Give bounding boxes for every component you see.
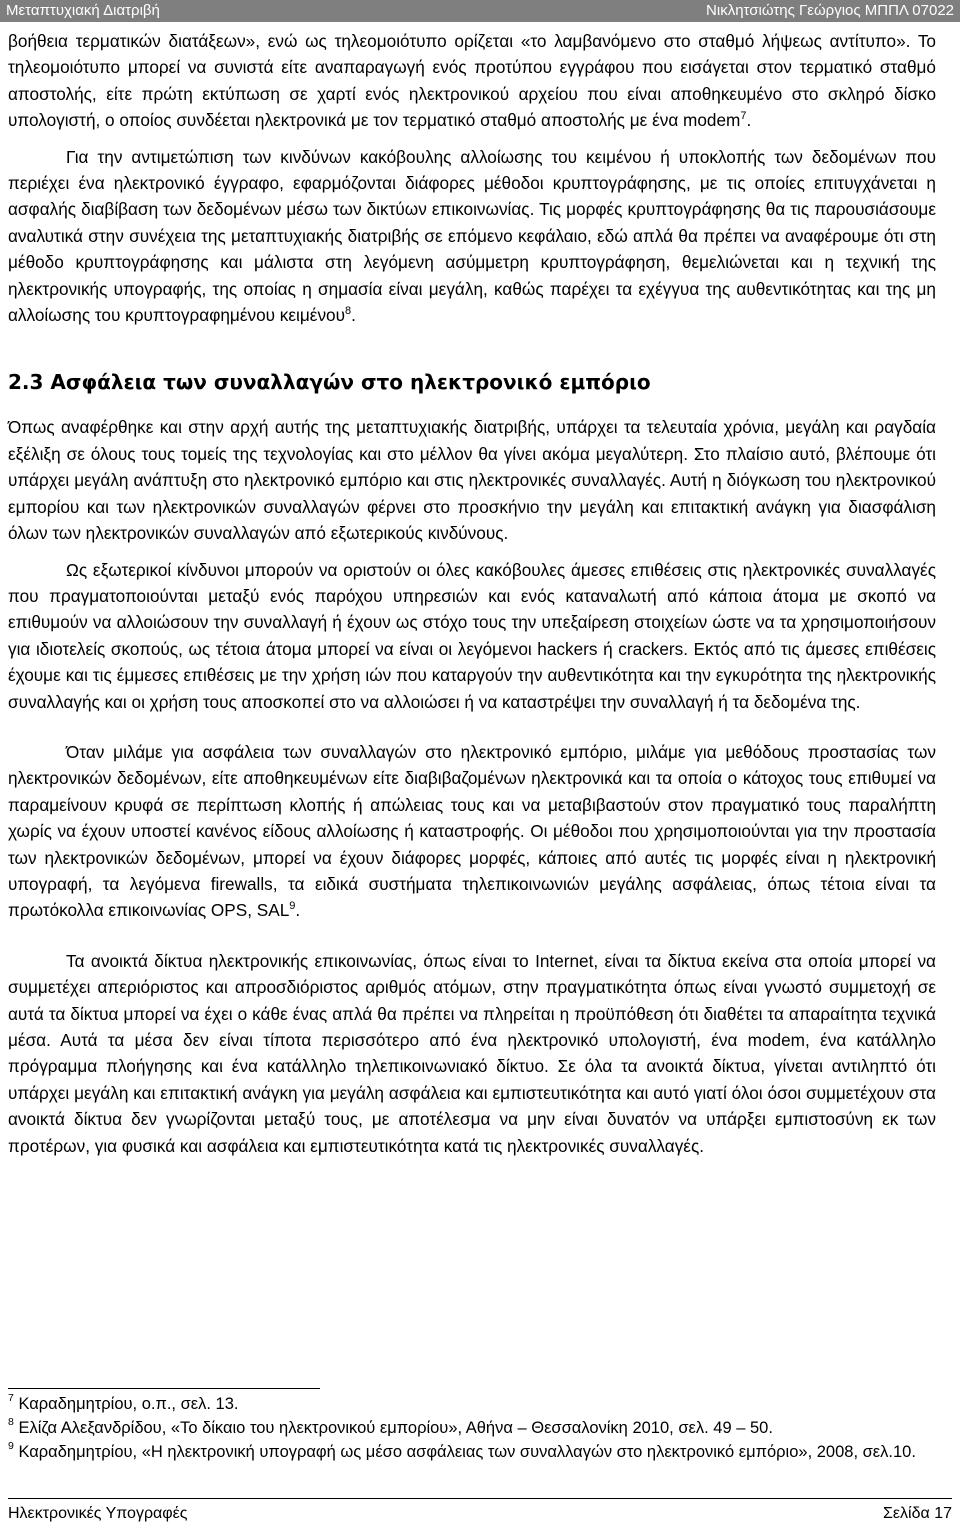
footnote-number: 8 (8, 1416, 14, 1428)
header-author-label: Νικλητσιώτης Γεώργιος ΜΠΠΛ 07022 (706, 2, 954, 19)
footer-divider (8, 1498, 952, 1499)
running-footer (8, 1503, 952, 1525)
section-heading: 2.3 Ασφάλεια των συναλλαγών στο ηλεκτρονικό εμπόριο (8, 370, 651, 395)
paragraph-open-networks: Τα ανοικτά δίκτυα ηλεκτρονικής επικοινωνίας, όπως είναι το Internet, είναι τα δίκτυα εκείνα στα οποία μπορεί να συμμετέχει απεριόριστος και απροσδιόριστος αριθμός ατόμων, στην πραγματικότητα όπως είναι γνωστό συμμετοχή σε αυτά τα δίκτυα μπορεί να έχει ο κάθε ένας απλά θα πρέπει να πληρείται η προϋπόθεση ότι διαθέτει τα απαραίτητα τεχνικά μέσα. Αυτά τα μέσα δεν είναι τίποτα περισσότερο από ένα ηλεκτρονικό υπολογιστή, ένα modem, ένα κατάλληλο πρόγραμμα πλοήγησης και ένα κατάλληλο τηλεπικοινωνιακό δίκτυο. Σε όλα τα ανοικτά δίκτυα, γίνεται αντιληπτό ότι υπάρχει μεγάλη και επιτακτική ανάγκη για μεγάλη ασφάλεια και εμπιστευτικότητα και αυτό γιατί όλοι όσοι συμμετέχουν στα ανοικτά δίκτυα δεν γνωρίζονται μεταξύ τους, με αποτέλεσμα να μην είναι δυνατόν να υπάρξει εμπιστοσύνη εκ των προτέρων, για φυσικά και ασφάλεια και εμπιστευτικότητα κατά τις ηλεκτρονικές συναλλαγές. (8, 950, 936, 1156)
running-header (0, 0, 960, 22)
footnote-number: 7 (8, 1392, 14, 1404)
footnote-number: 9 (8, 1440, 14, 1452)
footnote-text: Καραδημητρίου, ο.π., σελ. 13. (18, 1395, 239, 1413)
paragraph-end: . (295, 900, 301, 921)
footnote-7 (8, 1394, 936, 1415)
footnote-ref-9: 9 (289, 900, 296, 913)
paragraph-text: Όταν μιλάμε για ασφάλεια των συναλλαγών στο ηλεκτρονικό εμπόριο, μιλάμε για μεθόδους προστασίας των ηλεκτρονικών δεδομένων, είτε αποθηκευμένων είτε διαβιβαζομένων ηλεκτρονικά και τα οποία ο κάτοχος τους επιθυμεί να παραμείνουν κρυφά σε περίπτωση κλοπής ή απώλειας τους και να μεταβιβαστούν στον πραγματικό τους παραλήπτη χωρίς να έχουν υποστεί κανένος είδους αλλοίωσης ή καταστροφής. Οι μέθοδοι που χρησιμοποιούνται για την προστασία των ηλεκτρονικών δεδομένων, μπορεί να έχουν διάφορες μορφές, κάποιες από αυτές τις μορφές είναι η ηλεκτρονική υπογραφή, τα λεγόμενα firewalls, τα ειδικά συστήματα τηλεπικοινωνιών μεγάλης ασφάλειας, όπως τέτοια είναι τα πρωτόκολλα επικοινωνίας OPS, SAL (8, 741, 936, 921)
footnotes (8, 1394, 936, 1466)
footnote-8 (8, 1418, 936, 1439)
paragraph-end: . (351, 305, 356, 326)
paragraph-text: βοήθεια τερματικών διατάξεων», ενώ ως τηλεομοιότυπο ορίζεται «το λαμβανόμενο στο σταθμό λήψεως αντίτυπο». Το τηλεομοιότυπο μπορεί να συνιστά είτε αναπαραγωγή ενός προτύπου εγγράφου που εισάγεται στον τερματικό σταθμό αποστολής, είτε πρώτη εκτύπωση σε χαρτί ενός ηλεκτρονικού αρχείου που είναι αποθηκευμένο στο σκληρό δίσκο υπολογιστή, ο οποίος συνδέεται ηλεκτρονικά με τον τερματικό σταθμό αποστολής με ένα modem (8, 31, 936, 131)
footnote-ref-8: 8 (345, 305, 352, 318)
paragraph-encryption (8, 144, 936, 329)
footnote-text: Ελίζα Αλεξανδρίδου, «Το δίκαιο του ηλεκτρονικού εμπορίου», Αθήνα – Θεσσαλονίκη 2010, σελ. 49 – 50. (18, 1419, 773, 1437)
paragraph-end: . (746, 110, 752, 131)
paragraph-fax-definition (8, 28, 936, 134)
header-thesis-label: Μεταπτυχιακή Διατριβή (6, 2, 160, 19)
page-number: Σελίδα 17 (883, 1505, 952, 1522)
paragraph-security-methods (8, 739, 936, 924)
paragraph-external-threats: Ως εξωτερικοί κίνδυνοι μπορούν να οριστούν οι όλες κακόβουλες άμεσες επιθέσεις στις ηλεκτρονικές συναλλαγές που πραγματοποιούνται μεταξύ ενός παρόχου υπηρεσιών και ενός καταναλωτή από κάποια άτομα με σκοπό να επιθυμούν να αλλοιώσουν την συναλλαγή ή έχουν ως στόχο τους την υπεξαίρεση στοιχείων ώστε να τα χρησιμοποιήσουν για ιδιοτελείς σκοπούς, ως τέτοια άτομα μπορεί να είναι οι λεγόμενοι hackers ή crackers. Εκτός από τις άμεσες επιθέσεις έχουμε και τις έμμεσες επιθέσεις με την χρήση ιών που καταργούν την αυθεντικότητα και την εγκυρότητα της ηλεκτρονικής συναλλαγής και οι χρήση τους αποσκοπεί στο να αλλοιώσει ή να καταστρέψει την συναλλαγή ή τα δεδομένα της. (8, 559, 936, 712)
footnote-ref-7: 7 (740, 110, 747, 123)
footer-title: Ηλεκτρονικές Υπογραφές (8, 1505, 188, 1522)
page-body (8, 28, 936, 1159)
footnote-9 (8, 1442, 936, 1463)
paragraph-text: Για την αντιμετώπιση των κινδύνων κακόβουλης αλλοίωσης του κειμένου ή υποκλοπής των δεδομένων που περιέχει ένα ηλεκτρονικό έγγραφο, εφαρμόζονται διάφορες μέθοδοι κρυπτογράφησης, με τις οποίες επιτυγχάνεται η ασφαλής διαβίβαση των δεδομένων μέσω των δικτύων επικοινωνίας. Τις μορφές κρυπτογράφησης θα τις παρουσιάσουμε αναλυτικά στην συνέχεια της μεταπτυχιακής διατριβής σε επόμενο κεφάλαιο, εδώ απλά θα πρέπει να αναφέρουμε ότι στη μέθοδο κρυπτογράφησης και μάλιστα στη λεγόμενη ασύμμετρη κρυπτογράφηση, θεμελιώνεται και η τεχνική της ηλεκτρονικής υπογραφής, της οποίας η σημασία είναι μεγάλη, καθώς παρέχει τα εχέγγυα της αυθεντικότητας και της μη αλλοίωσης του κρυπτογραφημένου κειμένου (8, 146, 936, 326)
footnote-divider (8, 1388, 320, 1389)
paragraph-ecommerce-growth: Όπως αναφέρθηκε και στην αρχή αυτής της μεταπτυχιακής διατριβής, υπάρχει τα τελευταία χρόνια, μεγάλη και ραγδαία εξέλιξη σε όλους τους τομείς της τεχνολογίας και στο μέλλον θα γίνει ακόμα μεγαλύτερη. Στο πλαίσιο αυτό, βλέπουμε ότι υπάρχει μεγάλη ανάπτυξη στο ηλεκτρονικό εμπόριο και στις ηλεκτρονικές συναλλαγές. Αυτή η διόγκωση του ηλεκτρονικού εμπορίου και των ηλεκτρονικών συναλλαγών φέρνει στο προσκήνιο την μεγάλη και επιτακτική ανάγκη για διασφάλιση όλων των ηλεκτρονικών συναλλαγών από εξωτερικούς κινδύνους. (8, 417, 936, 544)
footnote-text: Καραδημητρίου, «Η ηλεκτρονική υπογραφή ως μέσο ασφάλειας των συναλλαγών στο ηλεκτρονικό εμπόριο», 2008, σελ.10. (18, 1443, 916, 1461)
